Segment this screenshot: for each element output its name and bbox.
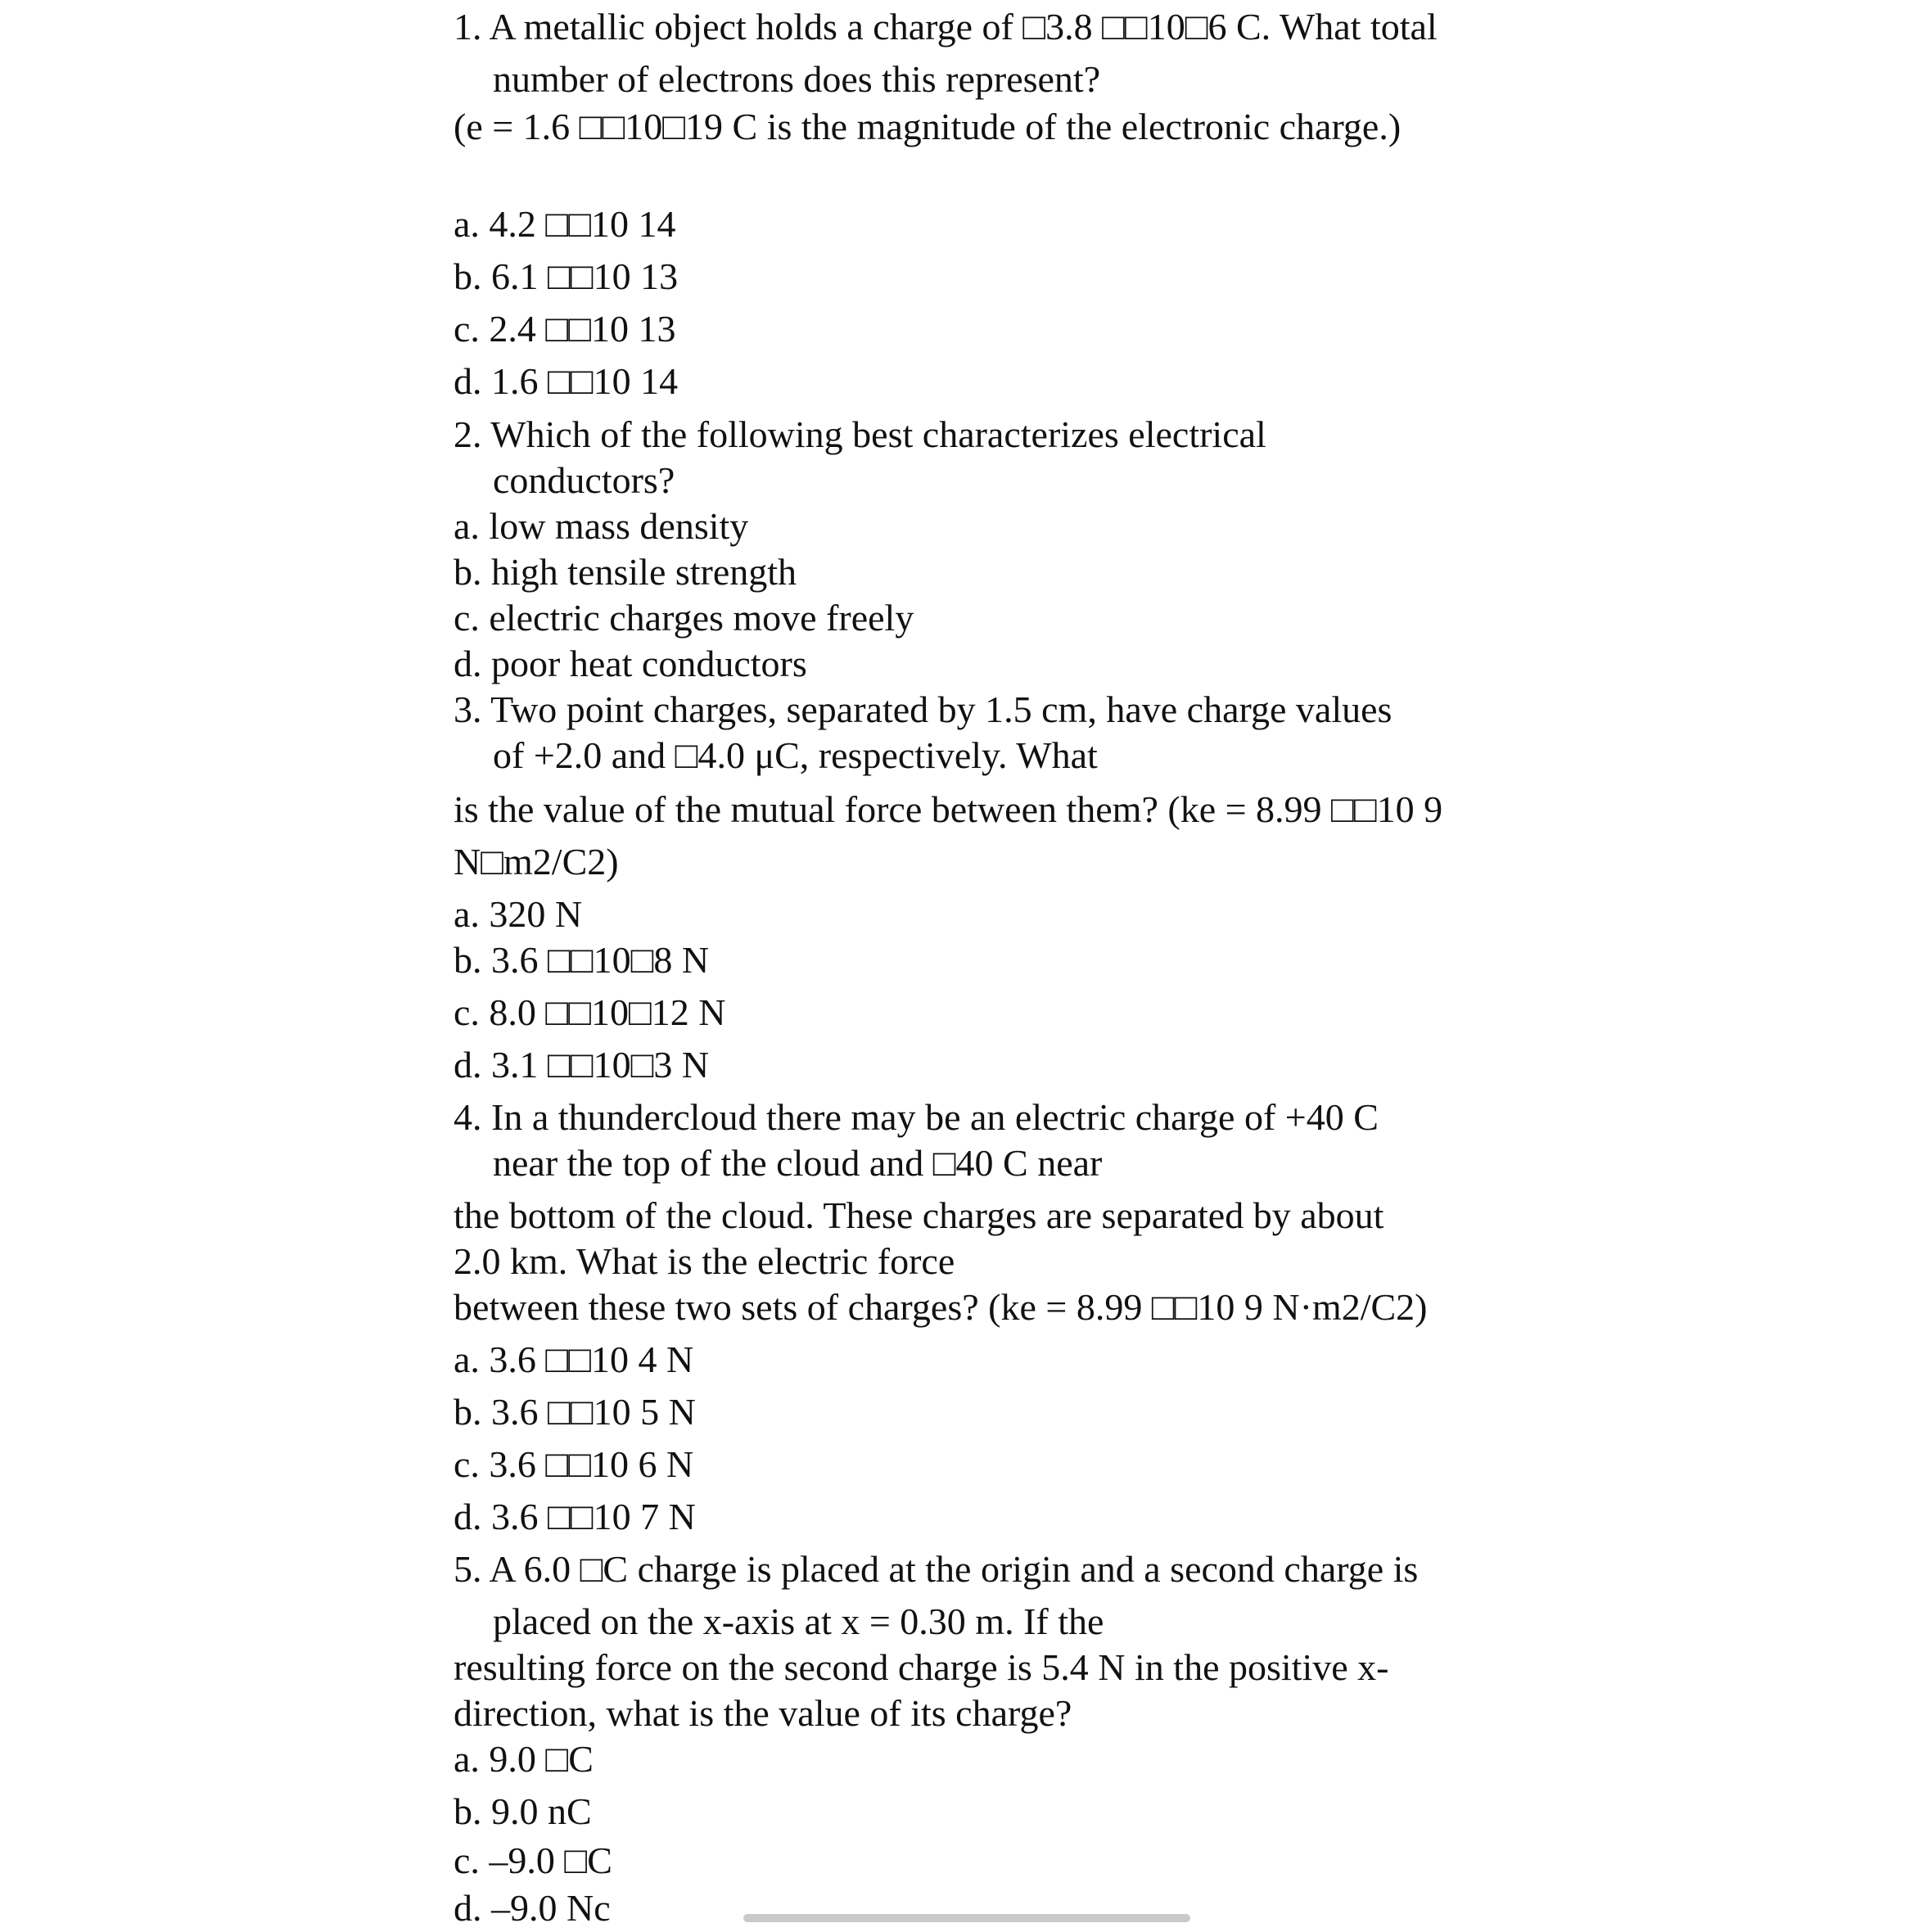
question-4-line-1: 4. In a thundercloud there may be an electric charge of +40 C [454, 1096, 1379, 1138]
question-3-line-1: 3. Two point charges, separated by 1.5 cm, have charge values [454, 688, 1393, 730]
question-4-line-5: between these two sets of charges? (ke = 8.99 □□10 9 N·m2/C2) [454, 1286, 1428, 1328]
question-5-option-d: d. –9.0 Nc [454, 1887, 611, 1929]
question-3-line-4: N□m2/C2) [454, 841, 619, 882]
question-5-option-c: c. –9.0 □C [454, 1839, 612, 1881]
question-2-option-b: b. high tensile strength [454, 551, 797, 593]
question-1-line-2: number of electrons does this represent? [493, 58, 1101, 100]
question-3-option-b: b. 3.6 □□10□8 N [454, 939, 710, 981]
question-2-option-c: c. electric charges move freely [454, 597, 914, 639]
question-1-option-d: d. 1.6 □□10 14 [454, 360, 679, 402]
scrollbar[interactable] [743, 1914, 1190, 1922]
question-3-line-2: of +2.0 and □4.0 μC, respectively. What [493, 734, 1098, 776]
question-2-line-2: conductors? [493, 459, 675, 501]
question-1-option-b: b. 6.1 □□10 13 [454, 255, 679, 297]
question-5-option-b: b. 9.0 nC [454, 1790, 592, 1832]
question-4-line-3: the bottom of the cloud. These charges are separated by about [454, 1194, 1384, 1236]
question-5-line-3: resulting force on the second charge is 5.4 N in the positive x- [454, 1646, 1389, 1688]
question-1-note: (e = 1.6 □□10□19 C is the magnitude of the electronic charge.) [454, 106, 1402, 147]
question-4-option-c: c. 3.6 □□10 6 N [454, 1443, 694, 1485]
question-4-option-a: a. 3.6 □□10 4 N [454, 1338, 694, 1380]
question-2-option-a: a. low mass density [454, 505, 749, 547]
question-5-option-a: a. 9.0 □C [454, 1738, 594, 1780]
question-3-option-a: a. 320 N [454, 893, 583, 935]
question-4-option-b: b. 3.6 □□10 5 N [454, 1391, 696, 1433]
question-2-line-1: 2. Which of the following best characterizes electrical [454, 413, 1266, 455]
question-4-line-4: 2.0 km. What is the electric force [454, 1240, 955, 1282]
question-5-line-1: 5. A 6.0 □C charge is placed at the origin and a second charge is [454, 1548, 1419, 1590]
question-4-option-d: d. 3.6 □□10 7 N [454, 1496, 696, 1537]
question-5-line-4: direction, what is the value of its charge? [454, 1692, 1072, 1734]
question-1-line-1: 1. A metallic object holds a charge of □3.8 □□10□6 C. What total [454, 6, 1438, 47]
question-3-line-3: is the value of the mutual force between them? (ke = 8.99 □□10 9 [454, 788, 1443, 830]
question-1-option-a: a. 4.2 □□10 14 [454, 203, 676, 245]
question-3-option-c: c. 8.0 □□10□12 N [454, 991, 726, 1033]
question-3-option-d: d. 3.1 □□10□3 N [454, 1044, 710, 1086]
question-2-option-d: d. poor heat conductors [454, 643, 807, 684]
question-5-line-2: placed on the x-axis at x = 0.30 m. If the [493, 1600, 1104, 1642]
question-4-line-2: near the top of the cloud and □40 C near [493, 1142, 1103, 1184]
question-1-option-c: c. 2.4 □□10 13 [454, 308, 676, 350]
